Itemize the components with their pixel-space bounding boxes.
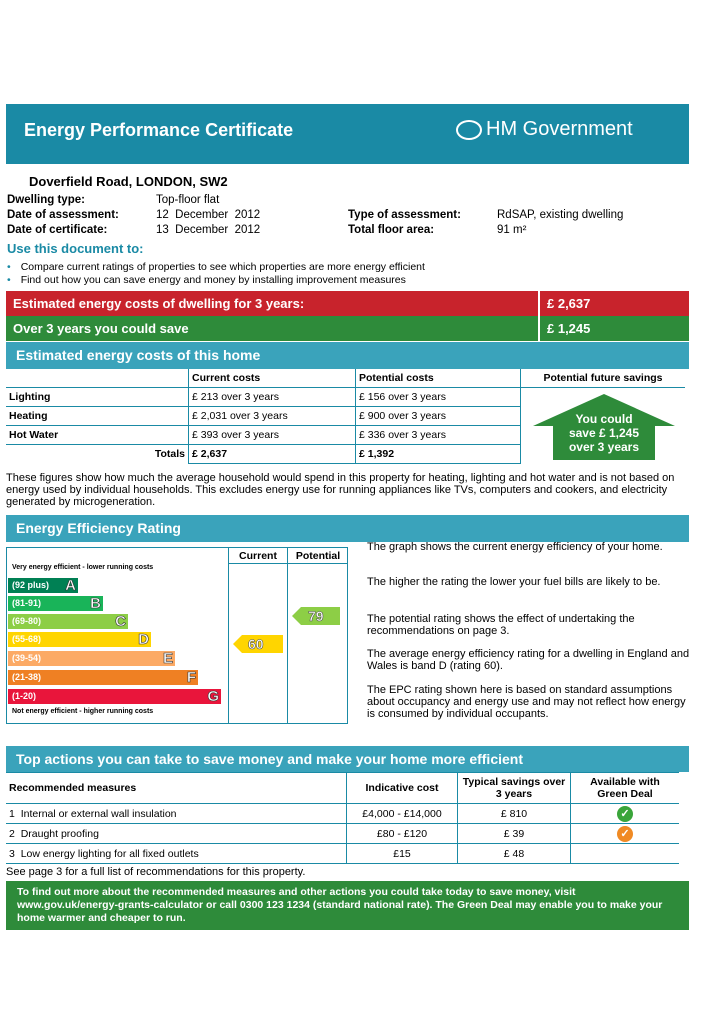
table-row: 1 Internal or external wall insulation £4,000 - £14,000 £ 810 ✓ [6,804,679,824]
floor-area-label: Total floor area: [348,224,435,236]
royal-crest-icon [456,120,482,140]
measure-saving: £ 48 [458,844,571,864]
row-potential: £ 156 over 3 years [356,388,521,407]
dwelling-type-label: Dwelling type: [7,194,85,206]
assessment-date-label: Date of assessment: [7,209,119,221]
row-current: £ 2,031 over 3 years [189,407,356,426]
row-label: Hot Water [6,426,189,445]
measure-cost: £15 [347,844,458,864]
use-bullet: • Compare current ratings of properties to see which properties are more energy efficient [7,261,425,273]
property-address: Doverfield Road, LONDON, SW2 [29,174,228,189]
eer-col-current: Current [239,550,277,562]
footer-info: To find out more about the recommended measures and other actions you could take today to save money, visit www.gov.uk/energy-grants-calculator or call 0300 123 1234 (standard national rate). The Green Deal may enable you to make your home warmer and cheaper to run. [6,881,689,930]
energy-costs-table [6,369,685,464]
costs-section-header [6,342,689,369]
green-deal-check-icon: ✓ [617,806,633,822]
estimated-cost-bar [6,291,689,316]
rating-band-c: (69-80) C [8,614,128,629]
certificate-date-value: 13 December 2012 [156,224,261,236]
measure-cost: £80 - £120 [347,824,458,844]
col-savings: Typical savings over 3 years [458,773,571,804]
table-row: 3 Low energy lighting for all fixed outlets £15 £ 48 [6,844,679,864]
totals-label: Totals [6,445,189,464]
eer-paragraph: The higher the rating the lower your fuel bills are likely to be. [367,576,661,588]
actions-section-title: Top actions you can take to save money and make your home more efficient [16,751,523,767]
rating-band-e: (39-54) E [8,651,175,666]
eer-paragraph: The potential rating shows the effect of undertaking the recommendations on page 3. [367,613,635,637]
certificate-date-label: Date of certificate: [7,224,108,236]
estimated-cost-label: Estimated energy costs of dwelling for 3 years: [13,296,305,311]
recommended-measures-table [6,772,679,864]
measure-saving: £ 39 [458,824,571,844]
total-current: £ 2,637 [189,445,356,464]
use-document-heading: Use this document to: [7,241,144,256]
col-potential-costs: Potential costs [356,369,521,388]
eer-paragraph: The graph shows the current energy efficiency of your home. [367,541,663,553]
eer-section-header [6,515,689,542]
measure-name: Low energy lighting for all fixed outlets [20,847,199,860]
eer-paragraph: The EPC rating shown here is based on standard assumptions about occupancy and energy use and may not reflect how energy is consumed by individual occupants. [367,684,686,720]
use-bullet: • Find out how you can save energy and money by installing improvement measures [7,274,406,286]
actions-section-header [6,746,689,772]
costs-note: These figures show how much the average household would spend in this property for heating, lighting and hot water and is not based on energy used by individual households. This excludes energy use for running appliances like TVs, computers and cookers, and electricity generated by microgeneration. [6,472,675,508]
savings-arrow-text: You could save £ 1,245 over 3 years [568,412,640,454]
assessment-date-value: 12 December 2012 [156,209,261,221]
rating-band-d: (55-68) D [8,632,151,647]
measure-cost: £4,000 - £14,000 [347,804,458,824]
hm-government-text: HM Government [486,118,633,140]
row-label: Heating [6,407,189,426]
total-potential: £ 1,392 [356,445,521,464]
col-green-deal: Available with Green Deal [571,773,680,804]
row-potential: £ 336 over 3 years [356,426,521,445]
potential-rating-value: 79 [308,608,324,624]
eer-bottom-note: Not energy efficient - higher running costs [12,708,154,715]
see-page-note: See page 3 for a full list of recommendations for this property. [6,866,306,878]
measure-name: Internal or external wall insulation [20,807,177,820]
col-current-costs: Current costs [189,369,356,388]
row-potential: £ 900 over 3 years [356,407,521,426]
savings-bar [6,316,689,341]
rating-band-f: (21-38) F [8,670,198,685]
rating-band-a: (92 plus) A [8,578,78,593]
estimated-cost-value: £ 2,637 [547,296,591,311]
assessment-type-label: Type of assessment: [348,209,461,221]
savings-label: Over 3 years you could save [13,321,189,336]
floor-area-value: 91 m² [497,224,527,236]
row-label: Lighting [6,388,189,407]
dwelling-type-value: Top-floor flat [156,194,220,206]
eer-col-potential: Potential [295,550,341,562]
eer-paragraph: The average energy efficiency rating for a dwelling in England and Wales is band D (rating 60). [367,648,690,672]
green-deal-check-icon: ✓ [617,826,633,842]
savings-arrow-cell [521,388,686,464]
page-title: Energy Performance Certificate [24,120,294,140]
current-rating-value: 60 [248,636,264,652]
table-header-row [6,369,685,388]
hm-government-logo [456,118,633,141]
rating-band-b: (81-91) B [8,596,103,611]
eer-top-note: Very energy efficient - lower running costs [12,564,154,571]
costs-section-title: Estimated energy costs of this home [16,347,261,363]
row-current: £ 213 over 3 years [189,388,356,407]
eer-section-title: Energy Efficiency Rating [16,520,181,536]
col-measures: Recommended measures [6,773,347,804]
col-potential-savings: Potential future savings [521,369,686,388]
assessment-type-value: RdSAP, existing dwelling [497,209,624,221]
table-row [6,388,685,407]
measure-saving: £ 810 [458,804,571,824]
table-row: 2 Draught proofing £80 - £120 £ 39 ✓ [6,824,679,844]
row-current: £ 393 over 3 years [189,426,356,445]
rating-band-g: (1-20) G [8,689,221,704]
savings-value: £ 1,245 [547,321,591,336]
table-header-row [6,773,679,804]
measure-name: Draught proofing [20,827,99,840]
col-cost: Indicative cost [347,773,458,804]
